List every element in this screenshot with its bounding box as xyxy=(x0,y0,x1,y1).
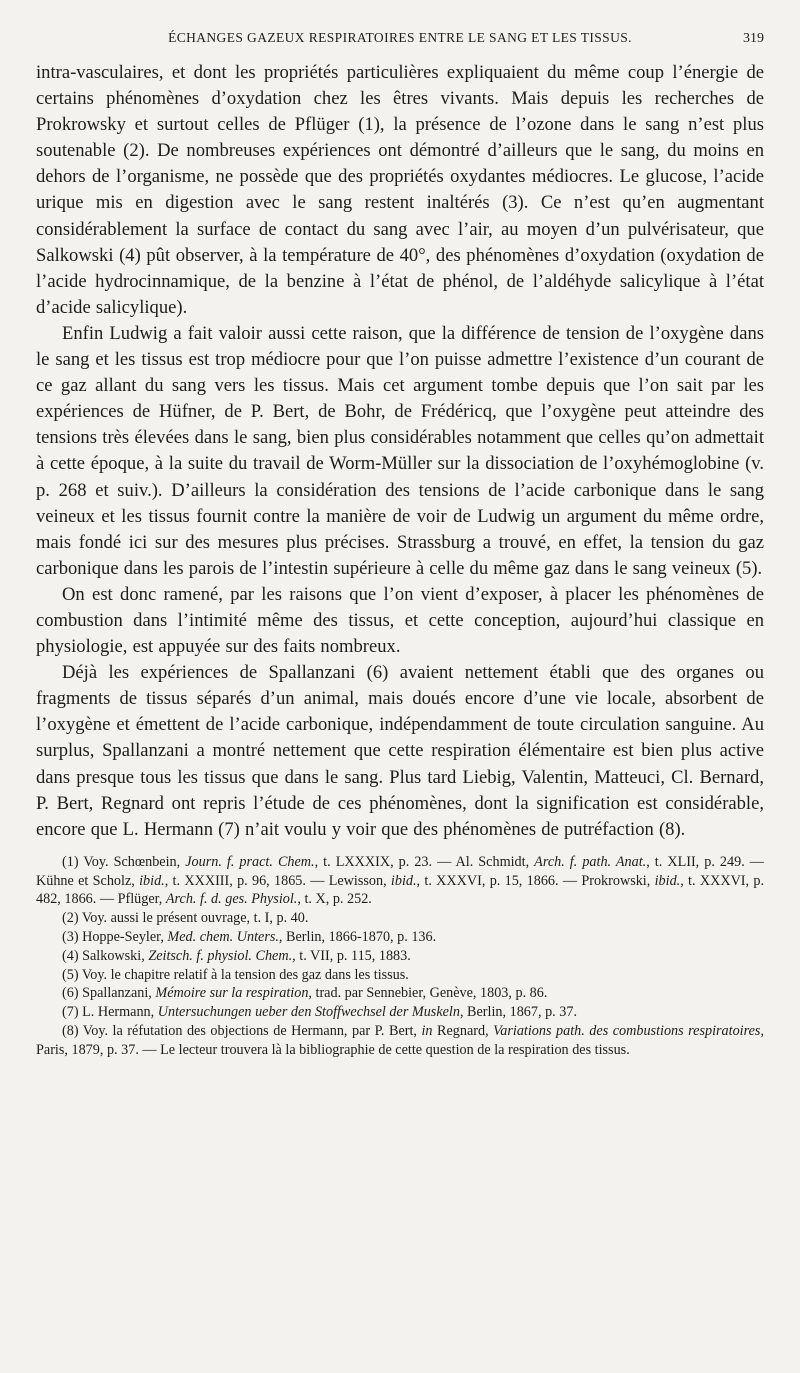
footnote xyxy=(36,984,764,1003)
footnote-title: Med. chem. Unters. xyxy=(167,929,279,945)
footnote-marker: (3) xyxy=(62,929,79,945)
footnote-marker: (7) xyxy=(62,1004,79,1021)
footnote-marker: (1) xyxy=(62,853,79,870)
footnote-text: Voy. aussi le présent ouvrage, t. I, p. 40. xyxy=(78,910,309,927)
footnote-text: , Berlin, 1866-1870, p. 136. xyxy=(278,929,437,945)
footnote xyxy=(36,1003,764,1022)
footnote-title: Untersuchungen ueber den Stoffwechsel der Muskeln xyxy=(157,1004,460,1021)
footnote-text: , t. X, p. 252. xyxy=(297,891,372,908)
footnote-title: Journ. f. pract. Chem. xyxy=(185,853,315,870)
footnote-title: Variations path. des combustions respiratoires xyxy=(493,1022,761,1039)
footnote-text: Hoppe-Seyler, xyxy=(78,929,168,945)
footnote-marker: (5) xyxy=(62,966,79,983)
running-title: ÉCHANGES GAZEUX RESPIRATOIRES ENTRE LE SANG ET LES TISSUS. xyxy=(168,30,632,45)
footnote xyxy=(36,928,764,947)
footnote-title: ibid. xyxy=(390,872,417,889)
main-text xyxy=(36,60,764,843)
footnote xyxy=(36,1022,764,1060)
footnote-text: Voy. la réfutation des objections de Hermann, par P. Bert, xyxy=(78,1022,422,1039)
footnote xyxy=(36,966,764,985)
footnote xyxy=(36,947,764,966)
footnote-text: , t. VII, p. 115, 1883. xyxy=(292,947,411,964)
footnote-text: L. Hermann, xyxy=(78,1004,158,1021)
footnote-text: Regnard, xyxy=(432,1022,494,1039)
footnote-marker: (8) xyxy=(62,1022,79,1039)
footnote-text: , trad. par Sennebier, Genève, 1803, p. 86. xyxy=(308,985,548,1002)
footnote-text: , Berlin, 1867, p. 37. xyxy=(459,1004,577,1021)
footnote-marker: (4) xyxy=(62,947,79,964)
page-number: 319 xyxy=(743,31,764,46)
paragraph: Enfin Ludwig a fait valoir aussi cette raison, que la différence de tension de l’oxygène dans le sang et les tissus est trop médiocre pour que l’on puisse admettre l’existence d’un courant de ce gaz allant du sang vers les tissus. Mais cet argument tombe depuis que l’on sait par les expériences de Hüfner, de P. Bert, de Bohr, de Frédéricq, que l’oxygène peut atteindre des tensions très élevées dans le sang, bien plus considérables notamment que celles qu’on admettait à cette époque, à la suite du travail de Worm-Müller sur la dissociation de l’oxyhémoglobine (v. p. 268 et suiv.). D’ailleurs la considération des tensions de l’acide carbonique dans le sang veineux et les tissus fournit contre la manière de voir de Ludwig un argument du même ordre, mais fondé ici sur des mesures plus précises. Strassburg a trouvé, en effet, la tension du gaz carbonique dans les parois de l’intestin supérieure à celle du même gaz dans le sang veineux (5). xyxy=(36,322,764,579)
footnote-marker: (6) xyxy=(62,985,79,1002)
footnotes xyxy=(36,853,764,1060)
footnote-text: Spallanzani, xyxy=(78,985,156,1002)
footnote-text: , t. XLII, p. 249. — Kühne et Scholz, xyxy=(36,853,764,889)
paragraph: Déjà les expériences de Spallanzani (6) avaient nettement établi que des organes ou fragments de tissus séparés d’un animal, mais doués encore d’une vie locale, absorbent de l’oxygène et émettent de l’acide carbonique, indépendamment de toute circulation sanguine. Au surplus, Spallanzani a montré nettement que cette respiration élémentaire est bien plus active dans presque tous les tissus que dans le sang. Plus tard Liebig, Valentin, Matteuci, Cl. Bernard, P. Bert, Regnard ont repris l’étude de ces phénomènes, dont la signification est considérable, encore que L. Hermann (7) n’ait voulu y voir que des phénomènes de putréfaction (8). xyxy=(36,662,764,840)
footnote-title: Zeitsch. f. physiol. Chem. xyxy=(148,947,293,964)
paragraph: intra-vasculaires, et dont les propriétés particulières expliquaient du même coup l’énergie de certains phénomènes d’oxydation chez les êtres vivants. Mais depuis les recherches de Prokrowsky et surtout celles de Pflüger (1), la présence de l’ozone dans le sang n’est plus soutenable (2). De nombreuses expériences ont démontré d’ailleurs que le sang, du moins en dehors de l’organisme, ne possède que des propriétés oxydantes médiocres. Le glucose, l’acide urique mis en digestion avec le sang restent inaltérés (3). Ce n’est qu’en augmentant considérablement la surface de contact du sang avec l’air, au moyen d’un pulvérisateur, que Salkowski (4) pût observer, à la température de 40°, des phénomènes d’oxydation (oxydation de l’acide hydrocinnamique, de la benzine à l’état de phénol, de l’aldéhyde salicylique à l’état d’acide salicylique). xyxy=(36,62,764,318)
footnote-text: Salkowski, xyxy=(78,947,149,964)
footnote-text: , t. XXXVI, p. 482, 1866. — Pflüger, xyxy=(36,872,765,908)
footnote-text: , Paris, 1879, p. 37. — Le lecteur trouvera là la bibliographie de cette question de la respiration des tissus. xyxy=(36,1022,764,1058)
footnote-marker: (2) xyxy=(62,910,79,927)
footnote-title: ibid. xyxy=(139,872,165,889)
footnote-text: , t. XXXIII, p. 96, 1865. — Lewisson, xyxy=(164,872,391,889)
footnote-title: ibid. xyxy=(654,872,681,889)
footnote-title: Mémoire sur la respiration xyxy=(155,985,309,1002)
footnote-title: Arch. f. path. Anat. xyxy=(534,853,647,870)
running-header xyxy=(36,30,764,58)
footnote-title: in xyxy=(421,1022,433,1039)
footnote xyxy=(36,909,764,928)
footnote-text: Voy. Schœnbein, xyxy=(78,853,186,870)
footnote-text: Voy. le chapitre relatif à la tension des gaz dans les tissus. xyxy=(78,966,409,983)
footnote xyxy=(36,853,764,909)
footnote-title: Arch. f. d. ges. Physiol. xyxy=(165,891,298,908)
footnote-text: , t. LXXXIX, p. 23. — Al. Schmidt, xyxy=(314,853,535,870)
paragraph: On est donc ramené, par les raisons que l’on vient d’exposer, à placer les phénomènes de combustion dans l’intimité même des tissus, et cette conception, aujourd’hui classique en physiologie, est appuyée sur des faits nombreux. xyxy=(36,583,764,658)
footnote-text: , t. XXXVI, p. 15, 1866. — Prokrowski, xyxy=(416,872,655,889)
